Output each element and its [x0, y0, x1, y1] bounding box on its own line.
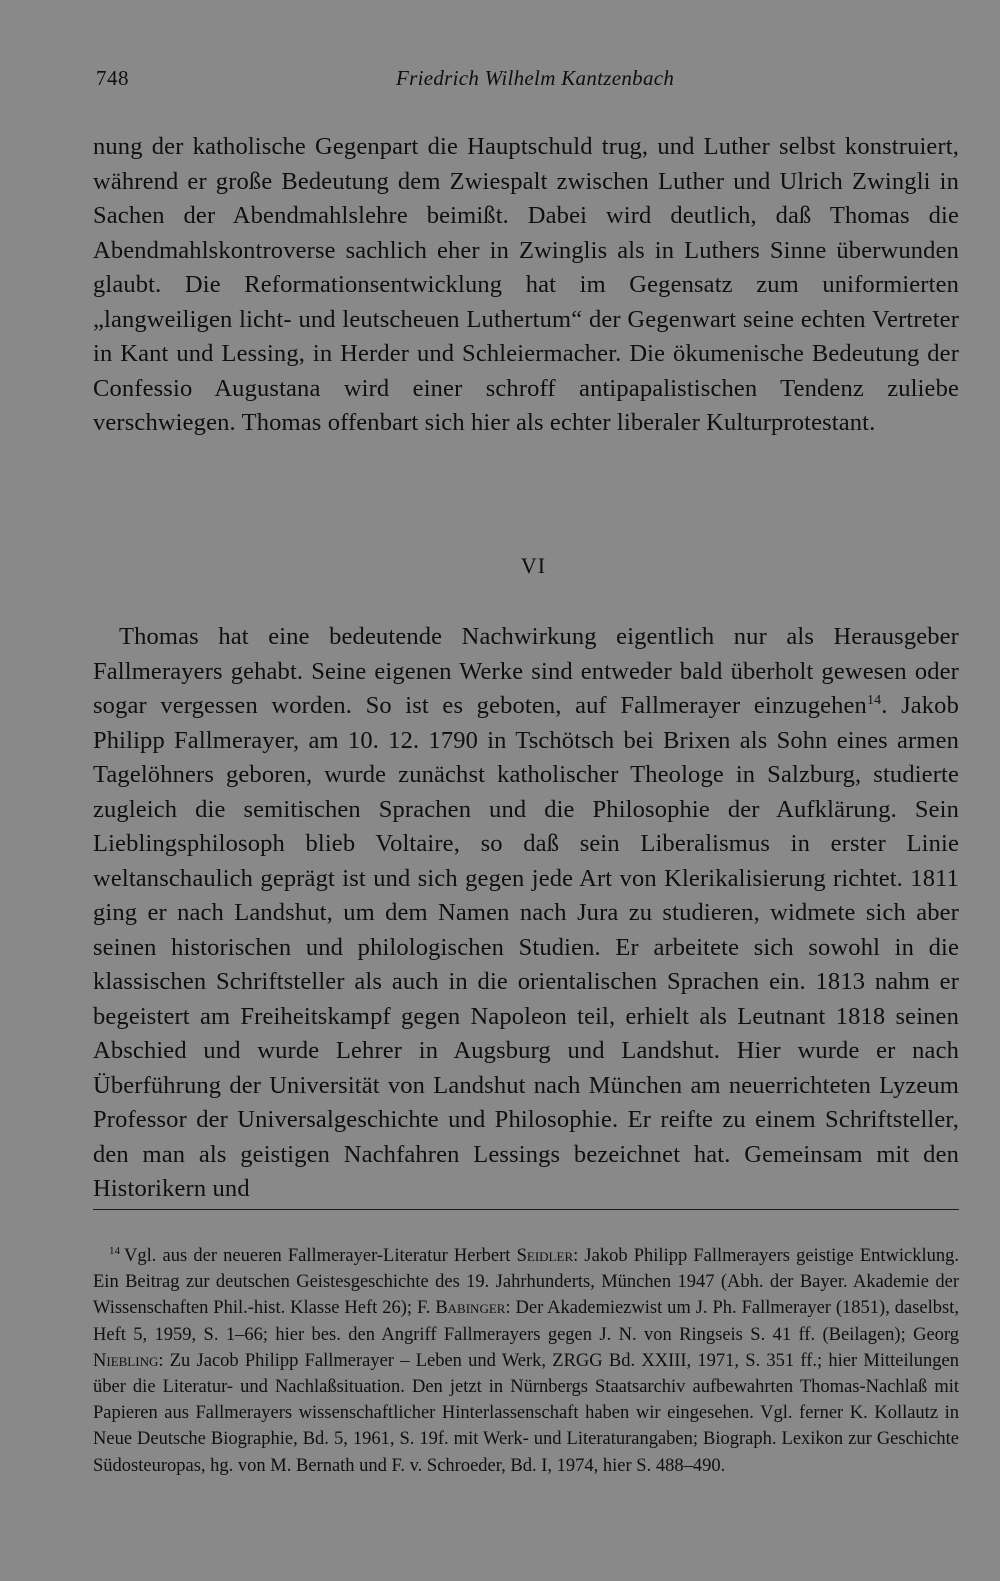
footnote-author-niebling: Niebling [93, 1350, 159, 1371]
footnote-author-seidler: Seidler [516, 1246, 574, 1266]
page-header [96, 66, 960, 96]
section-heading: VI [520, 553, 547, 578]
paragraph-text: Thomas hat eine bedeutende Nachwirkung eigentlich nur als Herausgeber Fallmerayers gehabt. Seine eigenen Werke sind entweder bald überholt gewesen oder sogar vergessen worden. So ist es geboten, auf Fallmerayer einzugehen [93, 623, 959, 719]
body-paragraph-1: nung der katholische Gegenpart die Hauptschuld trug, und Luther selbst konstruiert, während er große Bedeutung dem Zwiespalt zwischen Luther und Ulrich Zwingli in Sachen der Abendmahlslehre beimißt. Dabei wird deutlich, daß Thomas die Abendmahlskontroverse sachlich eher in Zwinglis als in Luthers Sinne überwunden glaubt. Die Reformationsentwicklung hat im Gegensatz zum uniformierten „langweiligen licht- und leutscheuen Luthertum“ der Gegenwart seine echten Vertreter in Kant und Lessing, in Herder und Schleiermacher. Die ökumenische Bedeutung der Confessio Augustana wird einer schroff antipapalistischen Tendenz zuliebe verschwiegen. Thomas offenbart sich hier als echter liberaler Kulturprotestant. [93, 133, 959, 436]
footnote-text-part-2: : Jakob Philipp Fallmerayers geistige Entwicklung. Ein Beitrag zur deutschen Geistesgeschichte des 19. Jahrhunderts, München 1947 (Abh. der Bayer. Akademie der Wissenschaften Phil.-hist. Klasse Heft 26); F. [93, 1246, 960, 1319]
footnote-text-part-3: : Der Akademiezwist um J. Ph. Fallmerayer (1851), daselbst, Heft 5, 1959, S. 1–66; hier bes. den Angriff Fallmerayers gegen J. N. von Ringseis S. 41 ff. (Beilagen); Georg [93, 1298, 959, 1345]
footnote-14 [93, 1238, 959, 1479]
paragraph-text-continued: . Jakob Philipp Fallmerayer, am 10. 12. 1790 in Tschötsch bei Brixen als Sohn eines armen Tagelöhners geboren, wurde zunächst katholischer Theologe in Salzburg, studierte zugleich die semitischen Sprachen und die Philosophie der Aufklärung. Sein Lieblingsphilosoph blieb Voltaire, so daß sein Liberalismus in erster Linie weltanschaulich geprägt ist und sich gegen jede Art von Klerikalisierung richtet. 1811 ging er nach Landshut, um dem Namen nach Jura zu studieren, widmete sich aber seinen historischen und philologischen Studien. Er arbeitete sich sowohl in die klassischen Schriftsteller als auch in die orientalischen Sprachen ein. 1813 nahm er begeistert am Freiheitskampf gegen Napoleon teil, erhielt als Leutnant 1818 seinen Abschied und wurde Lehrer in Augsburg und Landshut. Hier wurde er nach Überführung der Universität von Landshut nach München am neuerrichteten Lyzeum Professor der Universalgeschichte und Philosophie. Er reifte zu einem Schriftsteller, den man als geistigen Nachfahren Lessings bezeichnet hat. Gemeinsam mit den Historikern und [93, 692, 959, 1202]
running-head: Friedrich Wilhelm Kantzenbach [396, 66, 675, 90]
footnote-text-part-1: Vgl. aus der neueren Fallmerayer-Literatur Herbert [124, 1246, 517, 1266]
footnote-number: 14 [109, 1245, 120, 1257]
footnote-author-babinger: Babinger [435, 1298, 506, 1319]
footnote-divider [93, 1209, 959, 1210]
footnote-text-part-4: : Zu Jacob Philipp Fallmerayer – Leben und Werk, ZRGG Bd. XXIII, 1971, S. 351 ff.; hier Mitteilungen über die Literatur- und Nachlaßsituation. Den jetzt in Nürnbergs Staatsarchiv aufbewahrten Thomas-Nachlaß mit Papieren aus Fallmerayers wissenschaftlicher Hinterlassenschaft haben wir eingesehen. Vgl. ferner K. Kollautz in Neue Deutsche Biographie, Bd. 5, 1961, S. 19f. mit Werk- und Literaturangaben; Biograph. Lexikon zur Geschichte Südosteuropas, hg. von M. Bernath und F. v. Schroeder, Bd. I, 1974, hier S. 488–490. [93, 1350, 959, 1476]
page-number: 748 [96, 66, 129, 90]
footnote-reference[interactable]: 14 [866, 693, 882, 708]
body-paragraph-2 [93, 620, 959, 1207]
